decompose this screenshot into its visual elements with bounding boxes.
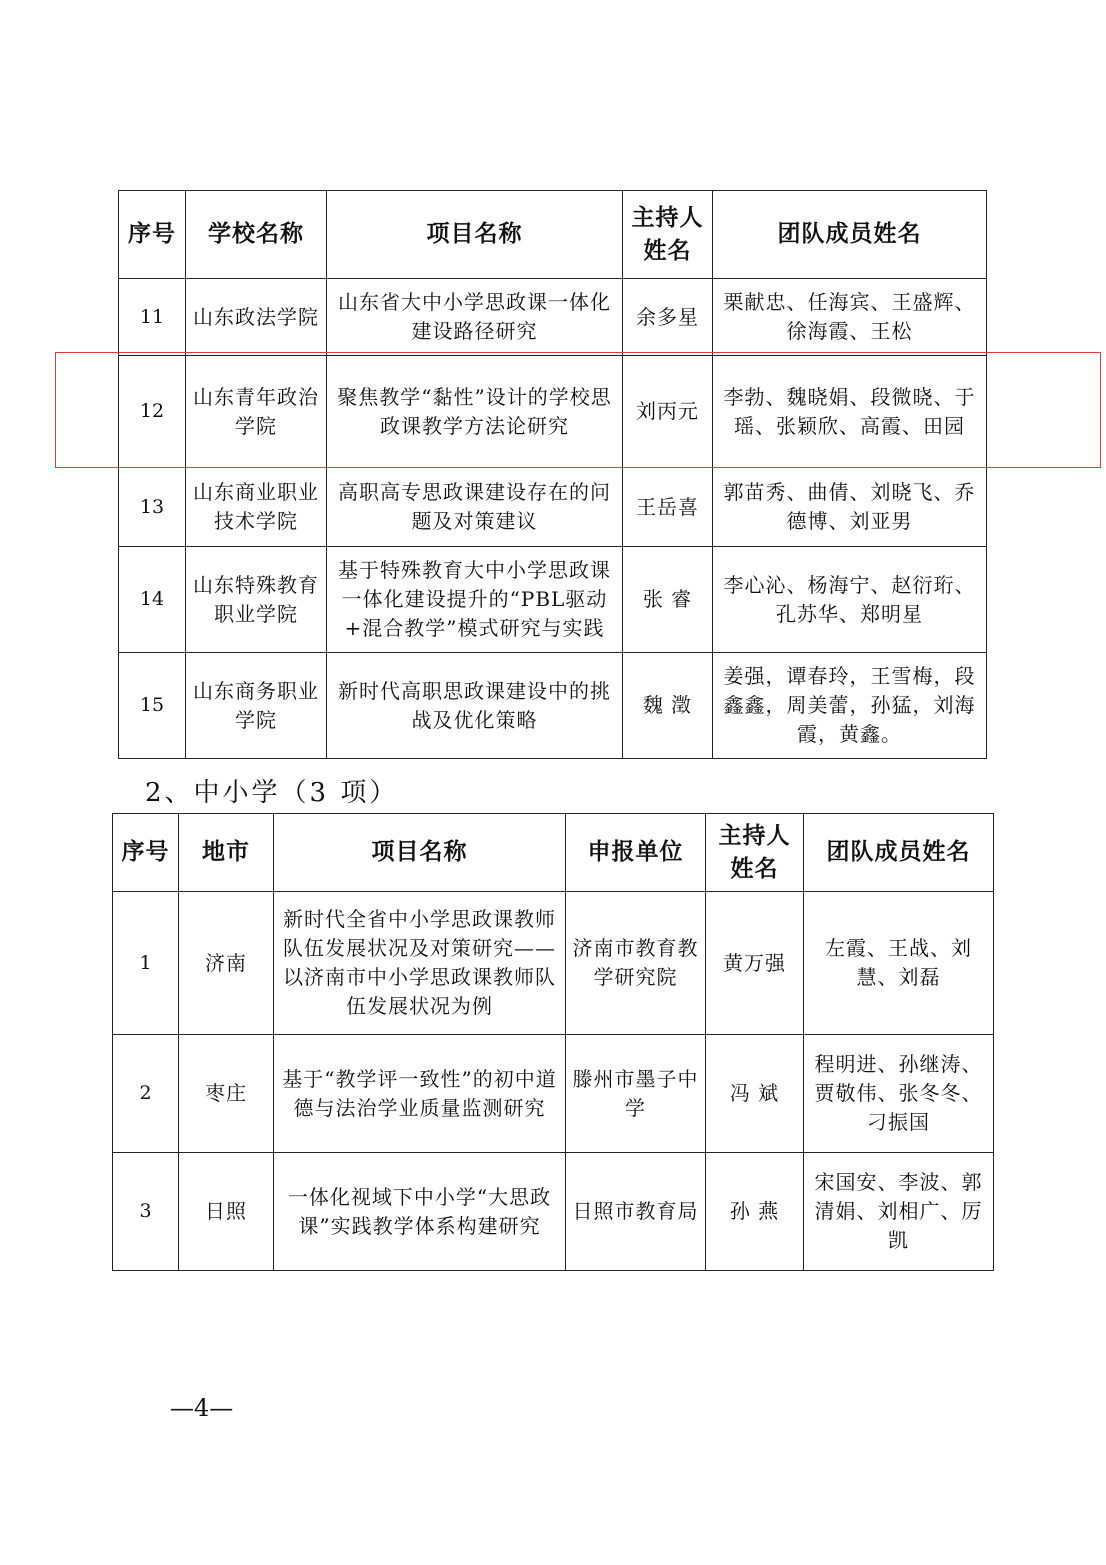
row-no: 3 [113,1153,179,1271]
row-project: 一体化视域下中小学“大思政课”实践教学体系构建研究 [274,1153,566,1271]
row-members: 李勃、魏晓娟、段微晓、于瑶、张颖欣、高霞、田园 [713,356,987,468]
header-project: 项目名称 [327,191,623,279]
row-no: 12 [119,356,186,468]
row-no: 13 [119,468,186,547]
header-leader: 主持人 姓名 [706,814,804,892]
section-title: 2、中小学（3 项） [145,778,399,808]
table-row [119,279,987,356]
row-members: 程明进、孙继涛、贾敬伟、张冬冬、刁振国 [804,1035,994,1153]
row-project: 山东省大中小学思政课一体化建设路径研究 [327,279,623,356]
university-projects-table [118,190,987,759]
header-project: 项目名称 [274,814,566,892]
row-leader: 余多星 [623,279,713,356]
table-row [113,1035,994,1153]
row-leader: 王岳喜 [623,468,713,547]
table-row [113,1153,994,1271]
row-school: 山东商业职业技术学院 [186,468,327,547]
row-school: 山东政法学院 [186,279,327,356]
row-project: 高职高专思政课建设存在的问题及对策建议 [327,468,623,547]
table-header-row [119,191,987,279]
row-members: 宋国安、李波、郭清娟、刘相广、厉凯 [804,1153,994,1271]
row-leader: 刘丙元 [623,356,713,468]
row-project: 新时代全省中小学思政课教师队伍发展状况及对策研究——以济南市中小学思政课教师队伍发展状况为例 [274,892,566,1035]
row-leader: 魏 澂 [623,653,713,759]
header-members: 团队成员姓名 [713,191,987,279]
header-city: 地市 [179,814,274,892]
row-no: 15 [119,653,186,759]
row-no: 1 [113,892,179,1035]
row-city: 济南 [179,892,274,1035]
row-leader: 孙 燕 [706,1153,804,1271]
row-unit: 济南市教育教学研究院 [566,892,706,1035]
row-unit: 日照市教育局 [566,1153,706,1271]
row-project: 基于“教学评一致性”的初中道德与法治学业质量监测研究 [274,1035,566,1153]
row-project: 聚焦教学“黏性”设计的学校思政课教学方法论研究 [327,356,623,468]
row-unit: 滕州市墨子中学 [566,1035,706,1153]
header-leader: 主持人 姓名 [623,191,713,279]
table-row [119,653,987,759]
row-leader: 冯 斌 [706,1035,804,1153]
header-school: 学校名称 [186,191,327,279]
row-members: 姜强，谭春玲，王雪梅，段鑫鑫，周美蕾，孙猛，刘海霞，黄鑫。 [713,653,987,759]
table-row [119,468,987,547]
header-no: 序号 [113,814,179,892]
row-leader: 黄万强 [706,892,804,1035]
row-project: 基于特殊教育大中小学思政课一体化建设提升的“PBL驱动+混合教学”模式研究与实践 [327,547,623,653]
table-row [113,892,994,1035]
table-row [119,356,987,468]
page-number: —4— [170,1394,234,1422]
row-leader: 张 睿 [623,547,713,653]
row-members: 左霞、王战、刘慧、刘磊 [804,892,994,1035]
header-unit: 申报单位 [566,814,706,892]
row-members: 郭苗秀、曲倩、刘晓飞、乔德博、刘亚男 [713,468,987,547]
row-no: 14 [119,547,186,653]
row-members: 栗献忠、任海宾、王盛辉、徐海霞、王松 [713,279,987,356]
row-school: 山东青年政治学院 [186,356,327,468]
row-city: 枣庄 [179,1035,274,1153]
row-city: 日照 [179,1153,274,1271]
row-members: 李心沁、杨海宁、赵衍珩、孔苏华、郑明星 [713,547,987,653]
school-projects-table [112,813,994,1271]
row-school: 山东特殊教育职业学院 [186,547,327,653]
row-school: 山东商务职业学院 [186,653,327,759]
row-no: 2 [113,1035,179,1153]
header-no: 序号 [119,191,186,279]
row-project: 新时代高职思政课建设中的挑战及优化策略 [327,653,623,759]
table-row [119,547,987,653]
table-header-row [113,814,994,892]
header-members: 团队成员姓名 [804,814,994,892]
row-no: 11 [119,279,186,356]
